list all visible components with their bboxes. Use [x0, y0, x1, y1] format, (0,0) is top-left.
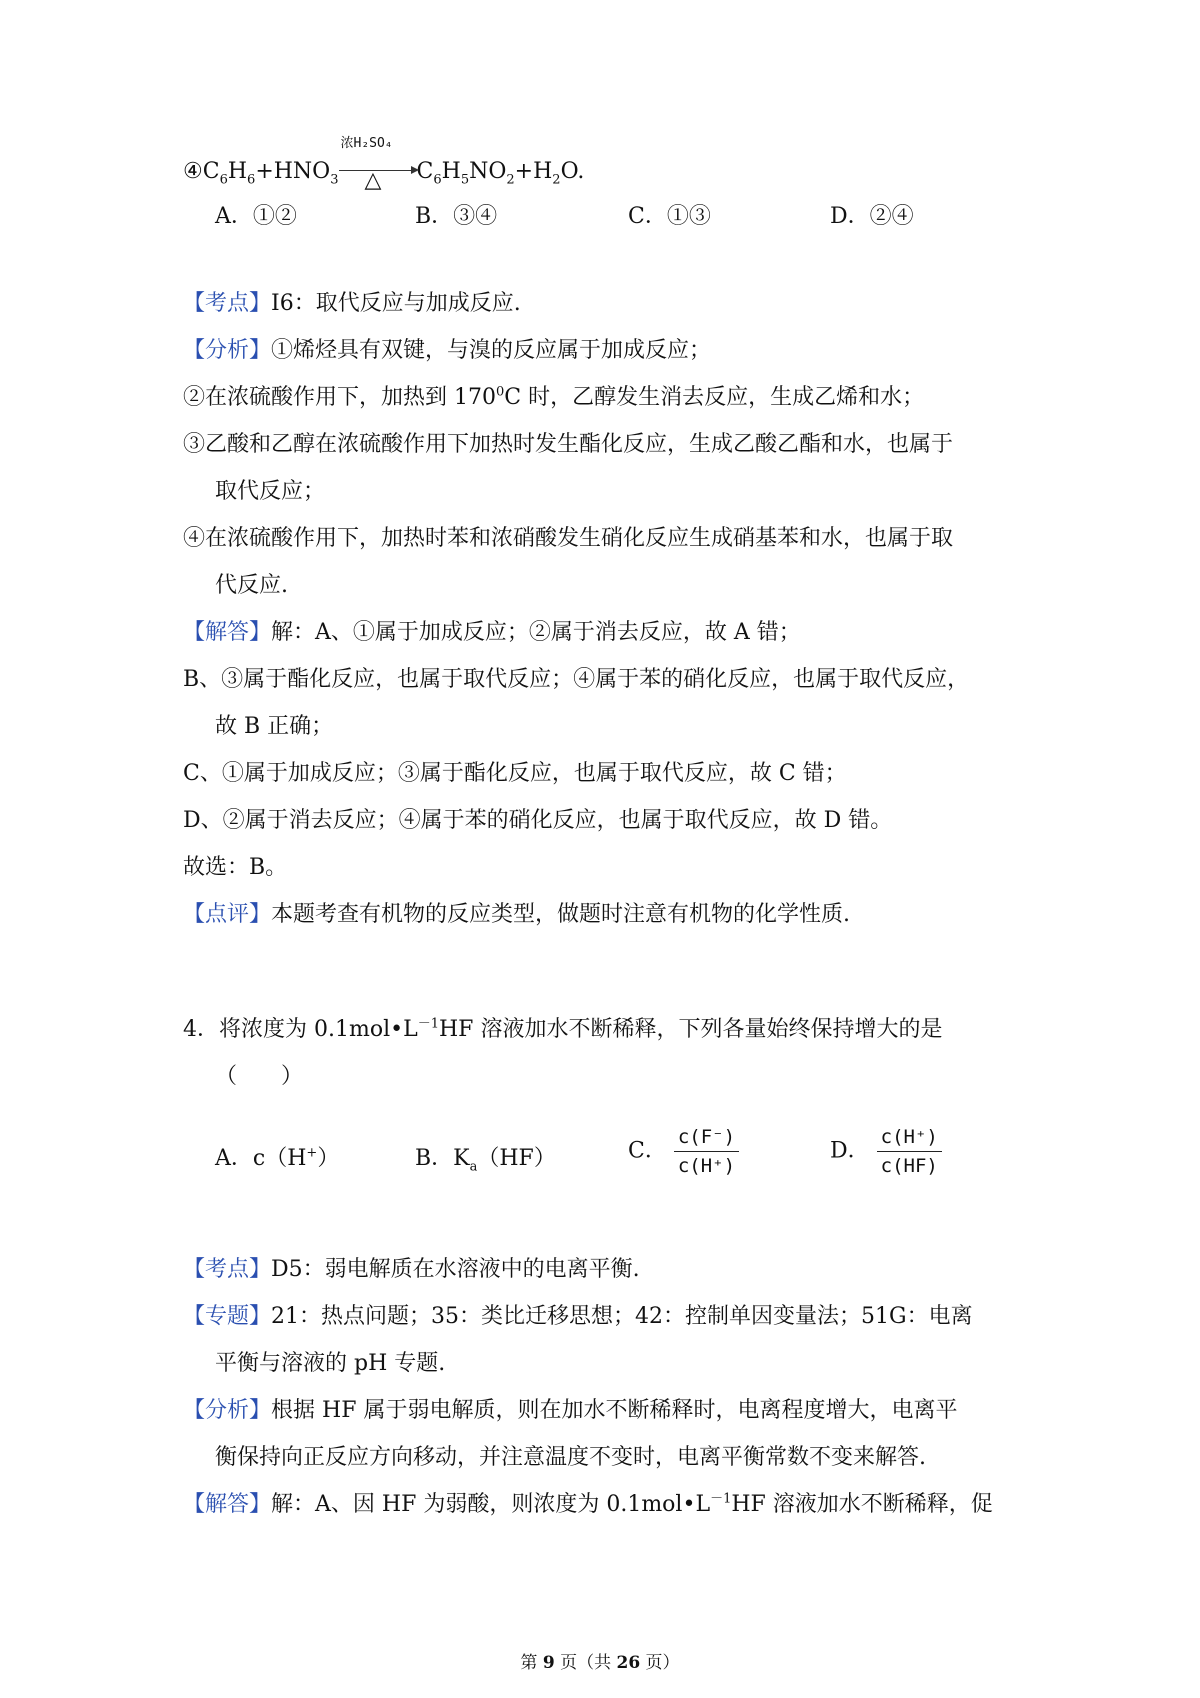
q3-kaodian: 【考点】I6：取代反应与加成反应. [183, 291, 521, 316]
reaction-equation: $④C_6H_6+HNO_3$ 浓H₂SO₄ △ $C_6H_5NO_2+H_2O$. [183, 157, 584, 187]
q3-fenxi-line4: ④在浓硫酸作用下，加热时苯和浓硝酸发生硝化反应生成硝基苯和水，也属于取 [183, 526, 954, 551]
q4-stem: 4．将浓度为 $0.1mol•L^{-1}HF$ 溶液加水不断稀释，下列各量始终保持增大的是 [183, 1016, 943, 1042]
fraction-d: $\frac{c(H^+)}{c(HF)}$ [877, 1125, 942, 1178]
q3-dianping: 【点评】本题考查有机物的反应类型，做题时注意有机物的化学性质. [183, 902, 851, 927]
q4-zhuanti: 【专题】21：热点问题；35：类比迁移思想；42：控制单因变量法；51G：电离 [183, 1304, 973, 1329]
q3-fenxi-line4b: 代反应. [215, 573, 288, 598]
page-footer: 第 9 页（共 26 页） [520, 1653, 680, 1673]
q4-zhuanti-line2: 平衡与溶液的 pH 专题. [215, 1351, 446, 1376]
q3-jieda: 【解答】解：A、①属于加成反应；②属于消去反应，故 A 错； [183, 620, 801, 645]
q4-kaodian: 【考点】D5：弱电解质在水溶液中的电离平衡. [183, 1257, 640, 1282]
q4-jieda: 【解答】解：A、因 HF 为弱酸，则浓度为 $0.1mol•L^{-1}HF$ 溶液加水不断稀释，促 [183, 1491, 993, 1517]
q3-jieda-line3: C、①属于加成反应；③属于酯化反应，也属于取代反应，故 C 错； [183, 761, 847, 786]
q3-option-a: A．①② [215, 204, 297, 229]
page-number: 9 [542, 1653, 555, 1673]
q3-option-d: D．②④ [830, 204, 914, 229]
heat-symbol: △ [364, 168, 382, 193]
q4-option-d: D． $\frac{c(H^+)}{c(HF)}$ [830, 1125, 942, 1178]
fraction-c: $\frac{c(F^-)}{c(H^+)}$ [674, 1125, 739, 1178]
q4-option-c: C． $\frac{c(F^-)}{c(H^+)}$ [628, 1125, 739, 1178]
q3-option-b: B．③④ [415, 204, 498, 229]
page-total: 26 [616, 1653, 641, 1673]
q3-fenxi-line3b: 取代反应； [215, 479, 326, 504]
q3-jieda-line2: B、③属于酯化反应，也属于取代反应；④属于苯的硝化反应，也属于取代反应， [183, 667, 970, 692]
q3-answer: 故选：B。 [183, 855, 288, 880]
q3-fenxi: 【分析】①烯烃具有双键，与溴的反应属于加成反应； [183, 338, 712, 363]
reaction-condition-arrow [339, 136, 417, 193]
q3-fenxi-line2: ②在浓硫酸作用下，加热到 $170^0C$ 时，乙醇发生消去反应，生成乙烯和水； [183, 384, 925, 410]
q3-option-c: C．①③ [628, 204, 711, 229]
q4-fenxi-line2: 衡保持向正反应方向移动，并注意温度不变时，电离平衡常数不变来解答. [215, 1445, 926, 1470]
q4-fenxi: 【分析】根据 HF 属于弱电解质，则在加水不断稀释时，电离程度增大，电离平 [183, 1398, 958, 1423]
reaction-catalyst: 浓H₂SO₄ [340, 136, 393, 151]
q3-fenxi-line3: ③乙酸和乙醇在浓硫酸作用下加热时发生酯化反应，生成乙酸乙酯和水，也属于 [183, 432, 954, 457]
q4-paren: （ ） [215, 1064, 304, 1089]
q4-option-b: B．$K_a(HF)$ [415, 1146, 556, 1175]
q3-jieda-line2b: 故 B 正确； [215, 714, 334, 739]
q4-option-a: A．c（H+） [215, 1145, 340, 1171]
q3-jieda-line4: D、②属于消去反应；④属于苯的硝化反应，也属于取代反应，故 D 错。 [183, 808, 893, 833]
